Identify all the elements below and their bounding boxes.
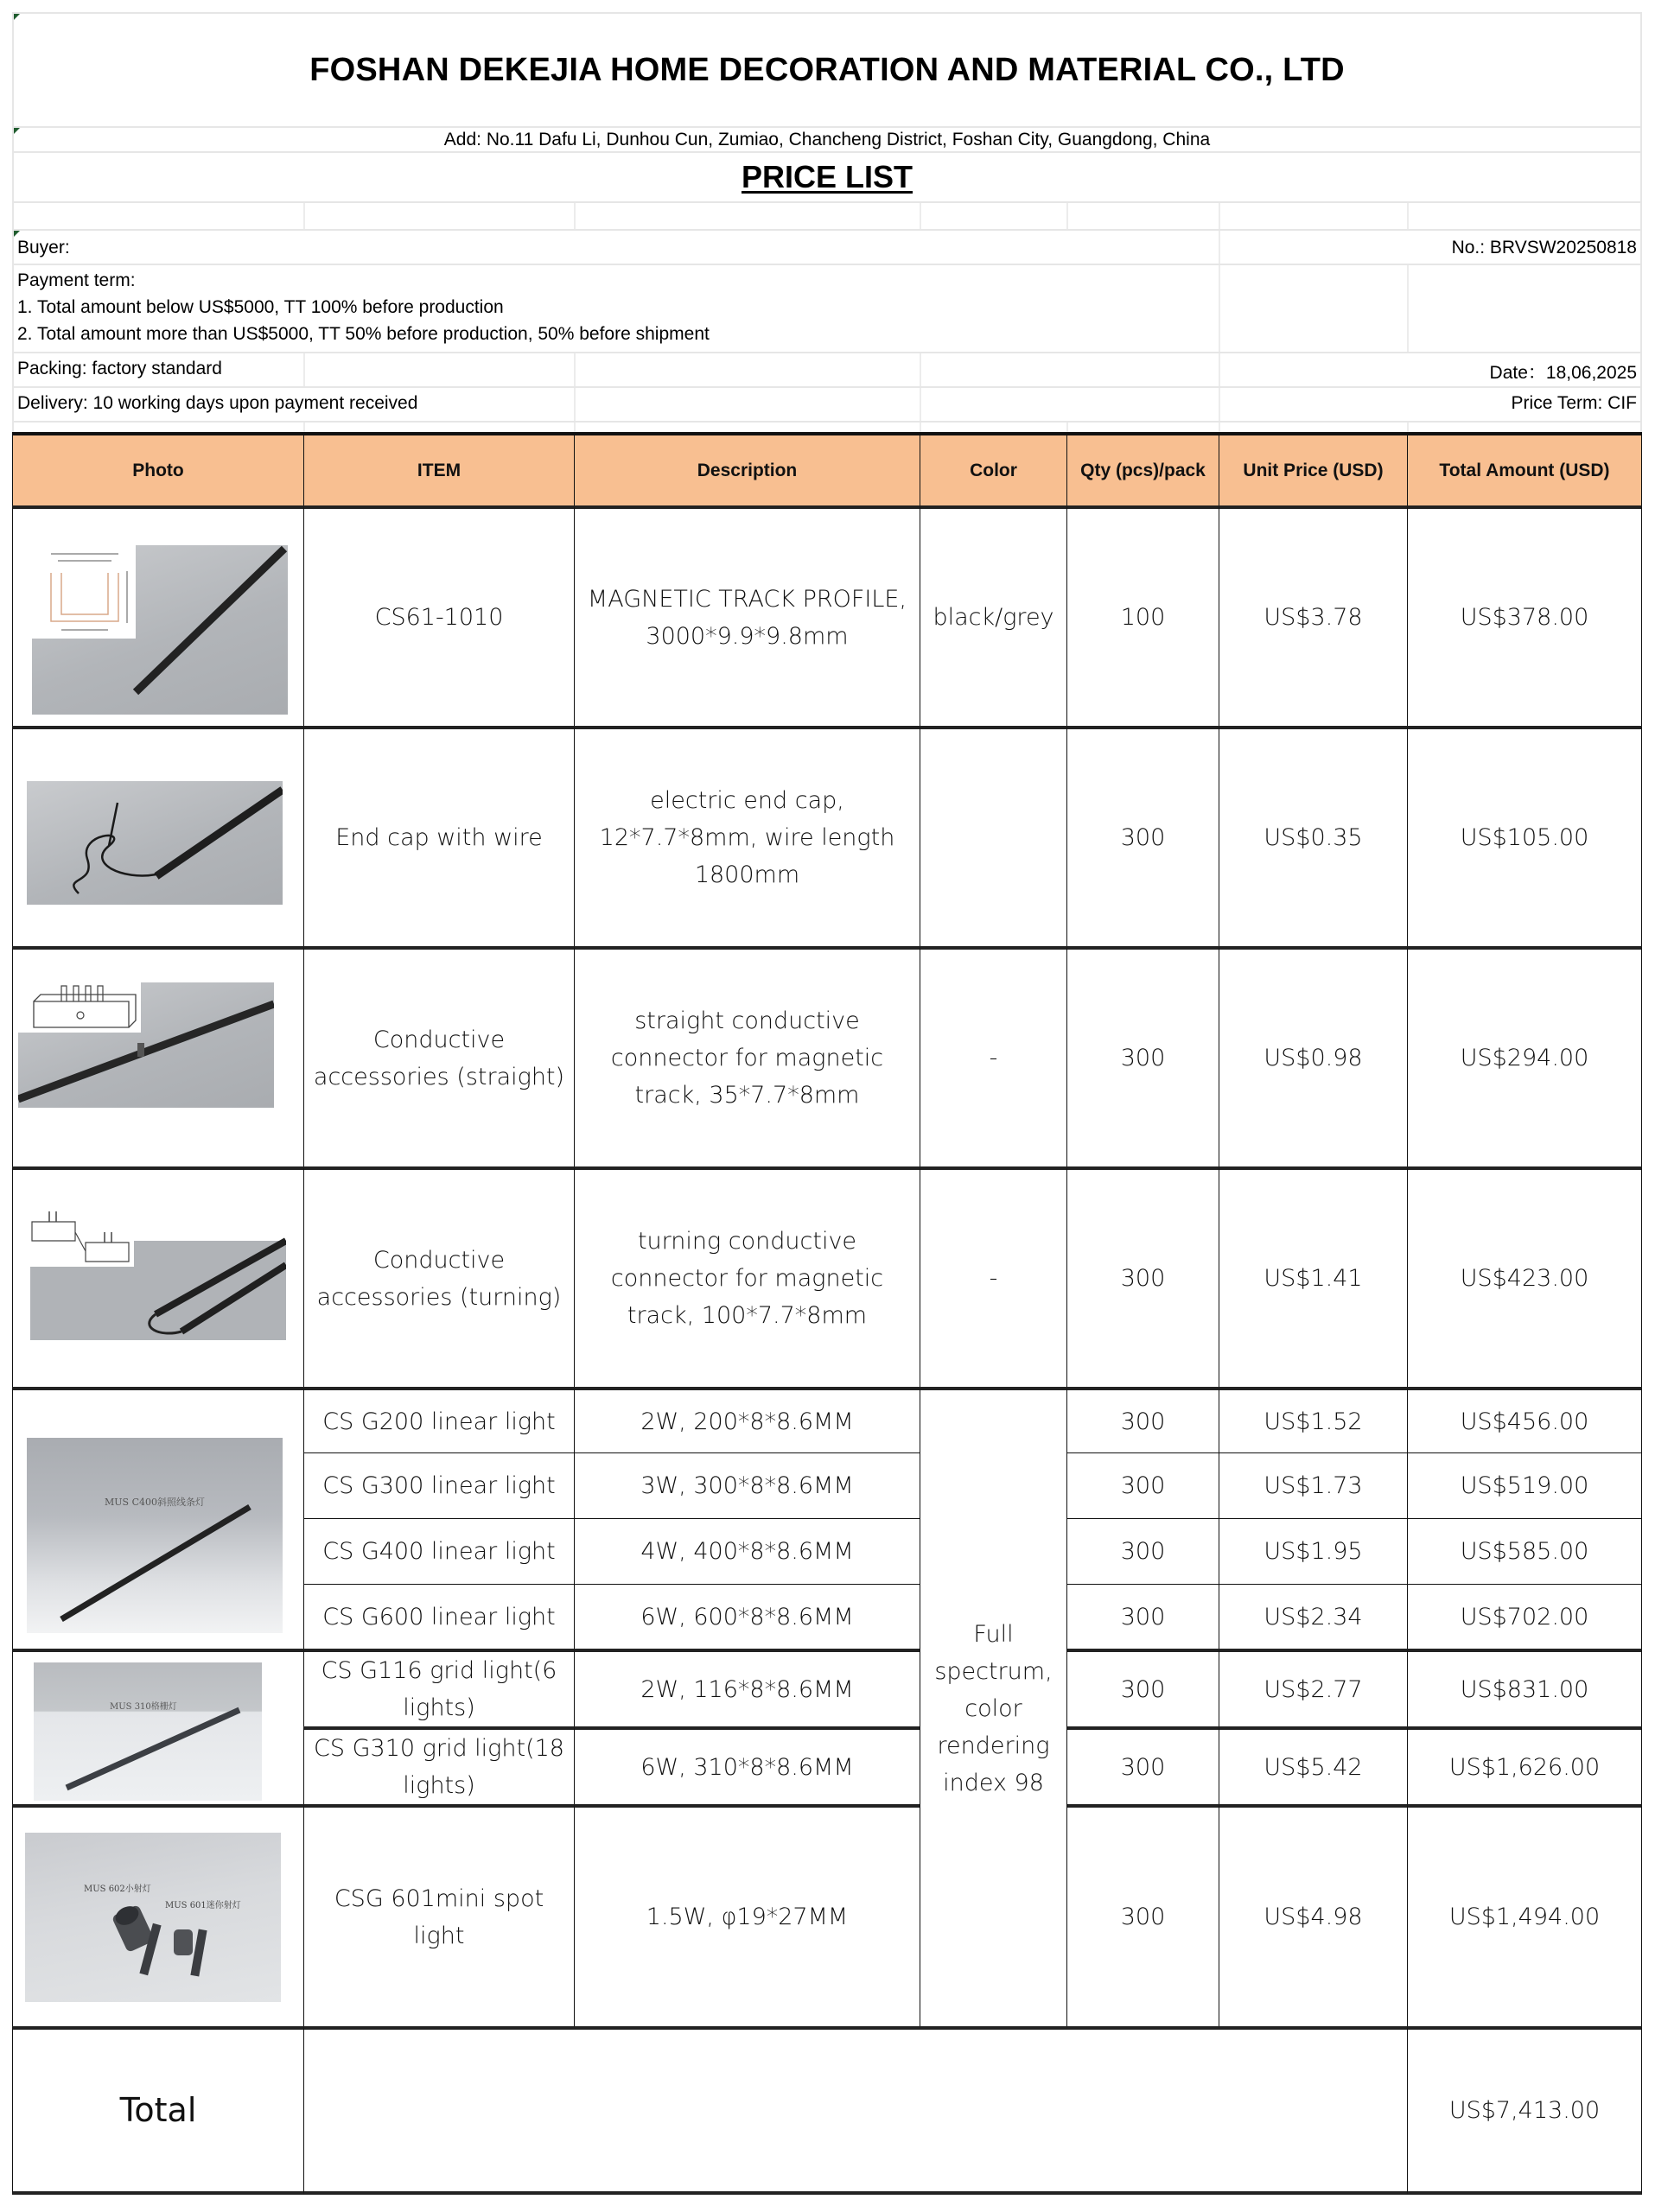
item-cell: End cap with wire	[303, 726, 575, 947]
description-cell: turning conductive connector for magnetic track, 100*7.7*8mm	[574, 1166, 920, 1388]
qty-cell: 300	[1066, 1166, 1219, 1388]
total-amount-cell: US$831.00	[1407, 1649, 1642, 1727]
unit-price-cell: US$1.41	[1219, 1166, 1408, 1388]
description-cell: electric end cap, 12*7.7*8mm, wire length 1800mm	[574, 726, 920, 947]
qty-cell: 300	[1066, 1584, 1219, 1649]
grid-line	[1066, 203, 1068, 229]
item-cell: CS G400 linear light	[303, 1518, 575, 1585]
total-amount-cell: US$423.00	[1407, 1166, 1642, 1388]
photo-cell	[12, 1804, 304, 2027]
qty-cell: 300	[1066, 1726, 1219, 1805]
page-title: PRICE LIST	[741, 159, 913, 194]
unit-price-cell: US$1.95	[1219, 1518, 1408, 1585]
unit-price-cell: US$2.77	[1219, 1649, 1408, 1727]
unit-price-cell: US$1.73	[1219, 1452, 1408, 1519]
mini-spot-light-photo	[25, 1833, 281, 2002]
unit-price-cell: US$5.42	[1219, 1726, 1408, 1805]
total-label: Total	[12, 2026, 304, 2195]
merged-color-cell: Full spectrum, color rendering index 98	[920, 1387, 1067, 2027]
col-header-total-amount: Total Amount (USD)	[1407, 432, 1642, 506]
delivery-text: Delivery: 10 working days upon payment received	[17, 390, 421, 416]
total-blank-cell	[303, 2026, 1408, 2195]
blank-row	[14, 201, 1640, 229]
grid-line	[574, 353, 576, 386]
sheet-header	[12, 12, 1642, 434]
description-cell: MAGNETIC TRACK PROFILE, 3000*9.9*9.8mm	[574, 505, 920, 727]
total-amount-cell: US$105.00	[1407, 726, 1642, 947]
photo-cell	[12, 1166, 304, 1388]
linear-light-photo	[27, 1438, 283, 1633]
photo-cell	[12, 1649, 304, 1805]
company-address: Add: No.11 Dafu Li, Dunhou Cun, Zumiao, Chancheng District, Foshan City, Guangdong, China	[443, 129, 1211, 149]
comment-marker-icon	[14, 128, 20, 134]
grid-light-photo	[34, 1662, 262, 1801]
price-table	[12, 432, 1642, 2195]
unit-price-cell: US$0.98	[1219, 946, 1408, 1167]
total-amount-cell: US$585.00	[1407, 1518, 1642, 1585]
qty-cell: 300	[1066, 1387, 1219, 1453]
magnetic-track-profile-photo	[32, 545, 288, 715]
date-text: Date：18,06,2025	[1489, 363, 1637, 383]
description-cell: 6W, 310*8*8.6MM	[574, 1726, 920, 1805]
document-number: No.: BRVSW20250818	[1451, 238, 1637, 257]
photo-cell	[12, 505, 304, 727]
col-header-description: Description	[574, 432, 920, 506]
end-cap-photo	[27, 781, 283, 905]
qty-cell: 300	[1066, 1452, 1219, 1519]
grid-line	[920, 388, 921, 421]
payment-term-label: Payment term:	[17, 270, 136, 290]
unit-price-cell: US$3.78	[1219, 505, 1408, 727]
photo-cell	[12, 1387, 304, 1649]
svg-text:MUS 602小射灯: MUS 602小射灯	[84, 1885, 151, 1894]
payment-term-1: 1. Total amount below US$5000, TT 100% before production	[17, 297, 504, 317]
description-cell: 1.5W, φ19*27MM	[574, 1804, 920, 2027]
item-cell: CS G116 grid light(6 lights)	[303, 1649, 575, 1727]
description-cell: 6W, 600*8*8.6MM	[574, 1584, 920, 1649]
grid-line	[1219, 388, 1220, 421]
photo-cell	[12, 726, 304, 947]
qty-cell: 300	[1066, 946, 1219, 1167]
total-amount-cell: US$519.00	[1407, 1452, 1642, 1519]
description-cell: 3W, 300*8*8.6MM	[574, 1452, 920, 1519]
item-cell: CS G310 grid light(18 lights)	[303, 1726, 575, 1805]
buyer-row	[14, 229, 1640, 264]
grid-line	[1219, 203, 1220, 229]
grid-line	[1407, 203, 1409, 229]
grid-line	[1407, 265, 1409, 352]
grid-line	[303, 353, 305, 386]
info-block	[12, 12, 1642, 434]
svg-text:MUS 310格栅灯: MUS 310格栅灯	[110, 1702, 177, 1712]
col-header-unit-price: Unit Price (USD)	[1219, 432, 1408, 506]
grid-line	[574, 203, 576, 229]
color-cell: -	[920, 946, 1067, 1167]
col-header-qty: Qty (pcs)/pack	[1066, 432, 1219, 506]
total-amount-cell: US$1,626.00	[1407, 1726, 1642, 1805]
total-amount-cell: US$378.00	[1407, 505, 1642, 727]
qty-cell: 100	[1066, 505, 1219, 727]
grid-line	[303, 203, 305, 229]
price-term-text: Price Term: CIF	[1511, 393, 1637, 413]
grid-line	[920, 203, 921, 229]
col-header-color: Color	[920, 432, 1067, 506]
qty-cell: 300	[1066, 1804, 1219, 2027]
total-amount-cell: US$456.00	[1407, 1387, 1642, 1453]
grand-total: US$7,413.00	[1407, 2026, 1642, 2195]
payment-term-row	[14, 264, 1640, 352]
company-title-row	[14, 12, 1640, 126]
col-header-photo: Photo	[12, 432, 304, 506]
unit-price-cell: US$0.35	[1219, 726, 1408, 947]
photo-cell	[12, 946, 304, 1167]
comment-marker-icon	[14, 14, 20, 20]
turning-connector-photo	[30, 1206, 286, 1340]
item-cell: Conductive accessories (turning)	[303, 1166, 575, 1388]
item-cell: Conductive accessories (straight)	[303, 946, 575, 1167]
packing-text: Packing: factory standard	[17, 355, 226, 382]
col-header-item: ITEM	[303, 432, 575, 506]
unit-price-cell: US$4.98	[1219, 1804, 1408, 2027]
total-amount-cell: US$1,494.00	[1407, 1804, 1642, 2027]
delivery-row	[14, 386, 1640, 421]
description-cell: 2W, 200*8*8.6MM	[574, 1387, 920, 1453]
item-cell: CS G200 linear light	[303, 1387, 575, 1453]
item-cell: CS61-1010	[303, 505, 575, 727]
price-list-title-row	[14, 151, 1640, 201]
unit-price-cell: US$2.34	[1219, 1584, 1408, 1649]
straight-connector-photo	[18, 982, 274, 1108]
grid-line	[1219, 231, 1220, 264]
company-name: FOSHAN DEKEJIA HOME DECORATION AND MATERIAL CO., LTD	[309, 51, 1345, 88]
qty-cell: 300	[1066, 1518, 1219, 1585]
description-cell: 4W, 400*8*8.6MM	[574, 1518, 920, 1585]
buyer-label: Buyer:	[17, 238, 70, 257]
packing-row	[14, 352, 1640, 386]
item-cell: CSG 601mini spot light	[303, 1804, 575, 2027]
item-cell: CS G300 linear light	[303, 1452, 575, 1519]
item-cell: CS G600 linear light	[303, 1584, 575, 1649]
color-cell: black/grey	[920, 505, 1067, 727]
grid-line	[1219, 353, 1220, 386]
color-cell: -	[920, 1166, 1067, 1388]
total-amount-cell: US$702.00	[1407, 1584, 1642, 1649]
description-cell: 2W, 116*8*8.6MM	[574, 1649, 920, 1727]
color-cell	[920, 726, 1067, 947]
payment-term-2: 2. Total amount more than US$5000, TT 50% before production, 50% before shipment	[17, 324, 710, 344]
svg-text:MUS C400斜照线条灯: MUS C400斜照线条灯	[105, 1497, 205, 1508]
grid-line	[574, 388, 576, 421]
svg-text:MUS 601迷你射灯: MUS 601迷你射灯	[165, 1901, 241, 1910]
grid-line	[920, 353, 921, 386]
qty-cell: 300	[1066, 1649, 1219, 1727]
unit-price-cell: US$1.52	[1219, 1387, 1408, 1453]
grid-line	[1219, 265, 1220, 352]
qty-cell: 300	[1066, 726, 1219, 947]
description-cell: straight conductive connector for magnetic track, 35*7.7*8mm	[574, 946, 920, 1167]
address-row	[14, 126, 1640, 151]
total-amount-cell: US$294.00	[1407, 946, 1642, 1167]
